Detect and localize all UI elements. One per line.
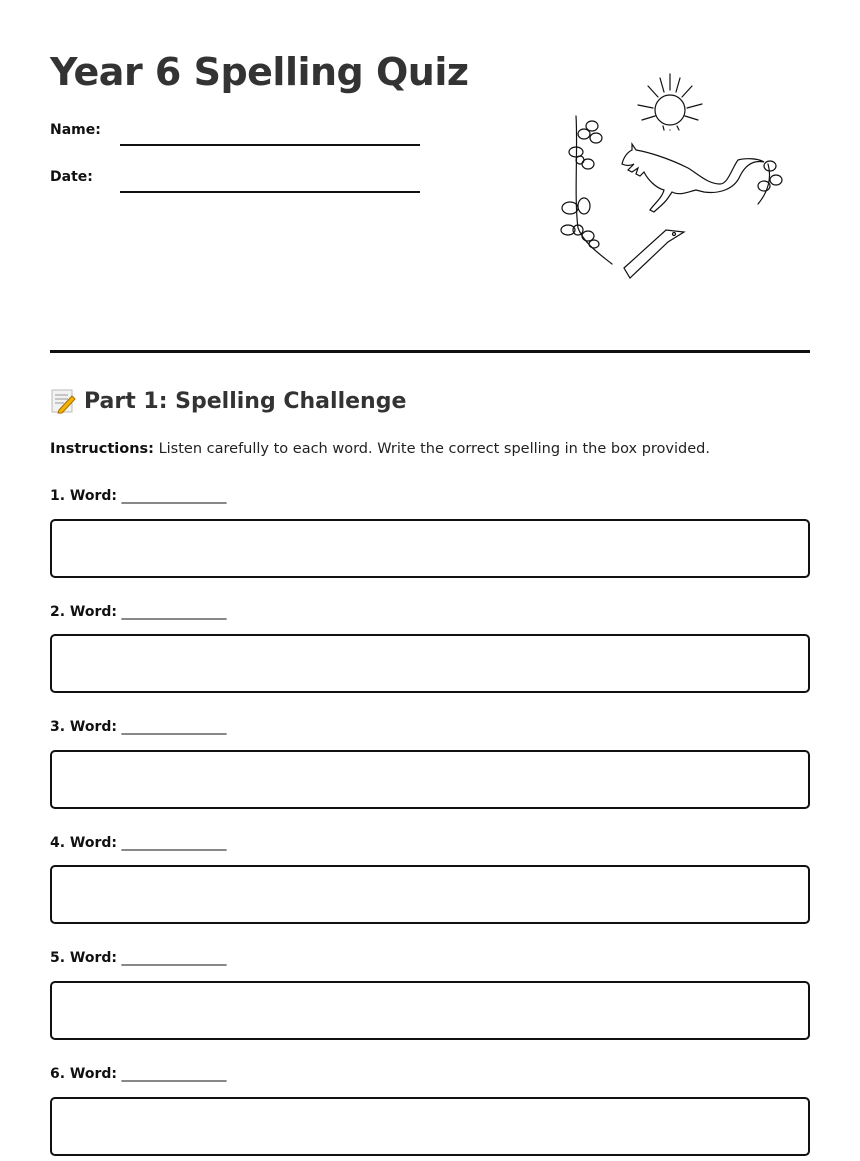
sun-icon — [638, 74, 702, 130]
answer-box-4[interactable] — [50, 865, 810, 924]
boomerang-icon — [624, 230, 684, 278]
answer-box-5[interactable] — [50, 981, 810, 1040]
instructions-label: Instructions: — [50, 441, 154, 457]
word-label-6: 6. Word: _______________ — [50, 1066, 227, 1082]
instructions-text: Listen carefully to each word. Write the correct spelling in the box provided. — [153, 441, 710, 457]
branch-icon — [561, 116, 612, 264]
answer-box-2[interactable] — [50, 634, 810, 693]
instructions — [50, 441, 710, 457]
word-label-5: 5. Word: _______________ — [50, 950, 227, 966]
word-label-3: 3. Word: _______________ — [50, 719, 227, 735]
memo-icon — [50, 388, 76, 414]
leaf-sprig-icon — [758, 161, 782, 204]
word-label-4: 4. Word: _______________ — [50, 835, 227, 851]
word-label-2: 2. Word: _______________ — [50, 604, 227, 620]
kangaroo-icon — [622, 144, 764, 212]
section-divider — [50, 350, 810, 353]
date-field[interactable] — [50, 169, 420, 199]
date-line[interactable] — [120, 191, 420, 193]
word-label-1: 1. Word: _______________ — [50, 488, 227, 504]
page-title: Year 6 Spelling Quiz — [50, 50, 469, 94]
name-label: Name: — [50, 122, 101, 138]
name-line[interactable] — [120, 144, 420, 146]
date-label: Date: — [50, 169, 93, 185]
australian-illustration — [548, 68, 788, 283]
answer-box-3[interactable] — [50, 750, 810, 809]
section-title — [50, 388, 406, 414]
answer-box-1[interactable] — [50, 519, 810, 578]
answer-box-6[interactable] — [50, 1097, 810, 1156]
section-title-text: Part 1: Spelling Challenge — [84, 388, 407, 414]
name-field[interactable] — [50, 122, 420, 152]
